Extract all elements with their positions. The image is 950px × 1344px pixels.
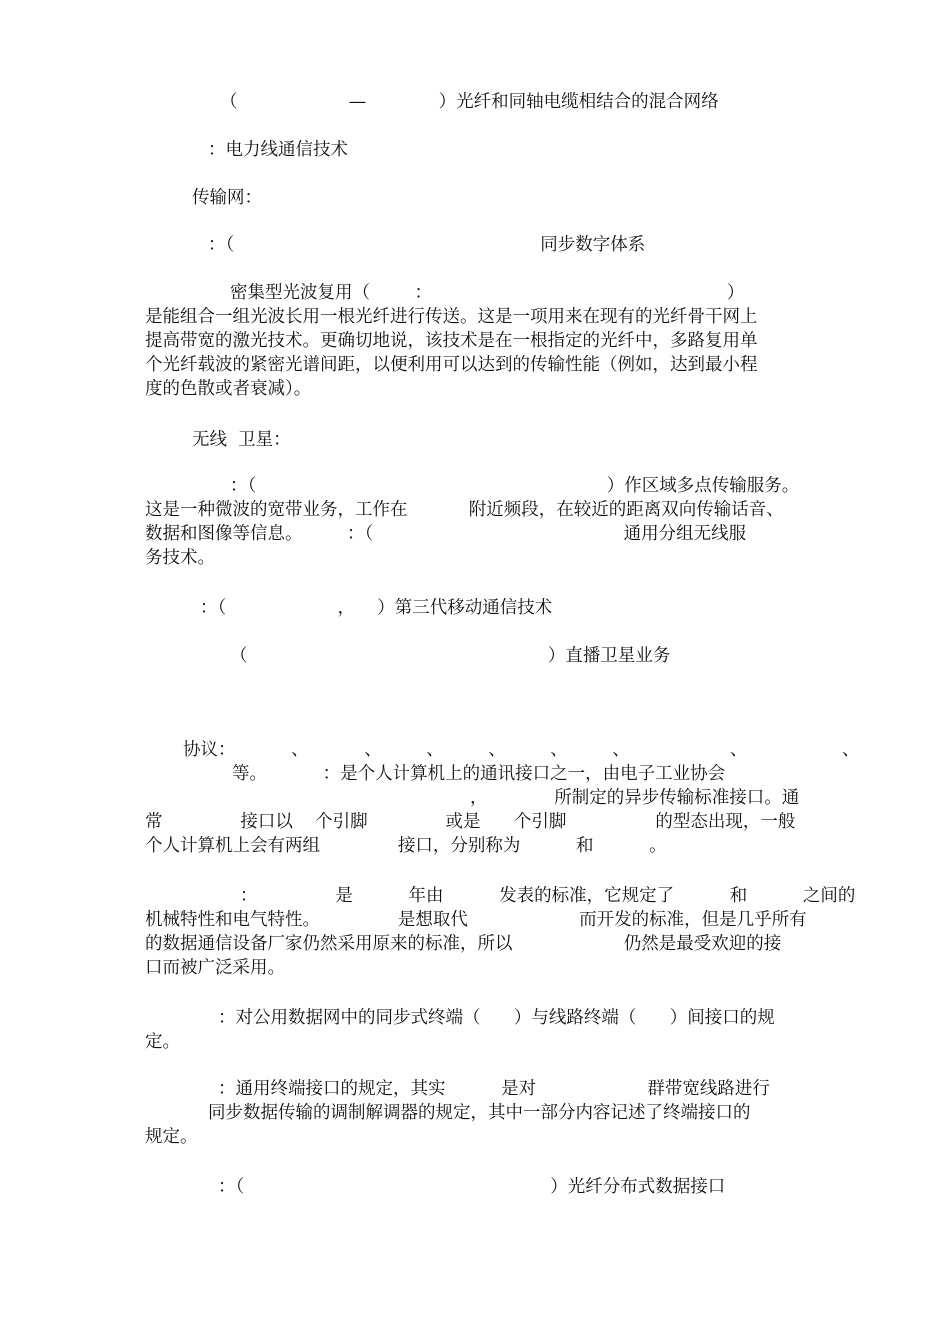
text-line: 密集型光波复用（ ： ） [230, 283, 745, 303]
text-line: （ ）直播卫星业务 [230, 646, 671, 666]
text-line: ：对公用数据网中的同步式终端（ ）与线路终端（ ）间接口的规 [218, 1008, 775, 1028]
text-line: （ — ）光纤和同轴电缆相结合的混合网络 [220, 92, 719, 112]
text-line: 协议： 、 、 、 、 、 、 、 、 [183, 740, 860, 760]
text-line: ：（ ， ）第三代移动通信技术 [200, 598, 553, 618]
text-line: 是能组合一组光波长用一根光纤进行传送。这是一项用来在现有的光纤骨干网上 [145, 307, 758, 327]
text-line: 常 接口以 个引脚 或是 个引脚 的型态出现，一般 [145, 812, 796, 832]
text-line: ：电力线通信技术 [208, 140, 348, 160]
text-line: 等。 ：是个人计算机上的通讯接口之一，由电子工业协会 [232, 764, 726, 784]
text-line: 数据和图像等信息。 ：（ 通用分组无线服 [145, 524, 747, 544]
text-line: 无线 卫星： [192, 430, 291, 450]
text-line: ：（ ）光纤分布式数据接口 [218, 1177, 726, 1197]
text-line: ： 是 年由 发表的标准，它规定了 和 之间的 [240, 886, 856, 906]
text-line: 机械特性和电气特性。 是想取代 而开发的标准，但是几乎所有 [145, 910, 807, 930]
text-line: 规定。 [145, 1127, 198, 1147]
text-line: 的数据通信设备厂家仍然采用原来的标准，所以 仍然是最受欢迎的接 [145, 934, 782, 954]
text-line: 提高带宽的激光技术。更确切地说，该技术是在一根指定的光纤中，多路复用单 [145, 331, 758, 351]
text-line: 个人计算机上会有两组 接口，分别称为 和 。 [145, 836, 667, 856]
text-line: 这是一种微波的宽带业务，工作在 附近频段，在较近的距离双向传输话音、 [145, 500, 784, 520]
text-line: ：通用终端接口的规定，其实 是对 群带宽线路进行 [218, 1079, 770, 1099]
text-line: ， 所制定的异步传输标准接口。通 [470, 788, 800, 808]
text-line: 务技术。 [145, 548, 215, 568]
text-line: 口而被广泛采用。 [145, 958, 285, 978]
text-line: 同步数据传输的调制解调器的规定，其中一部分内容记述了终端接口的 [208, 1103, 751, 1123]
text-line: 传输网： [192, 188, 262, 208]
text-line: 定。 [145, 1032, 180, 1052]
text-line: ：（ 同步数字体系 [208, 235, 646, 255]
text-line: ：（ ）作区域多点传输服务。 [230, 476, 800, 496]
text-line: 个光纤载波的紧密光谱间距，以便利用可以达到的传输性能（例如，达到最小程 [145, 355, 758, 375]
text-line: 度的色散或者衰减）。 [145, 379, 312, 399]
